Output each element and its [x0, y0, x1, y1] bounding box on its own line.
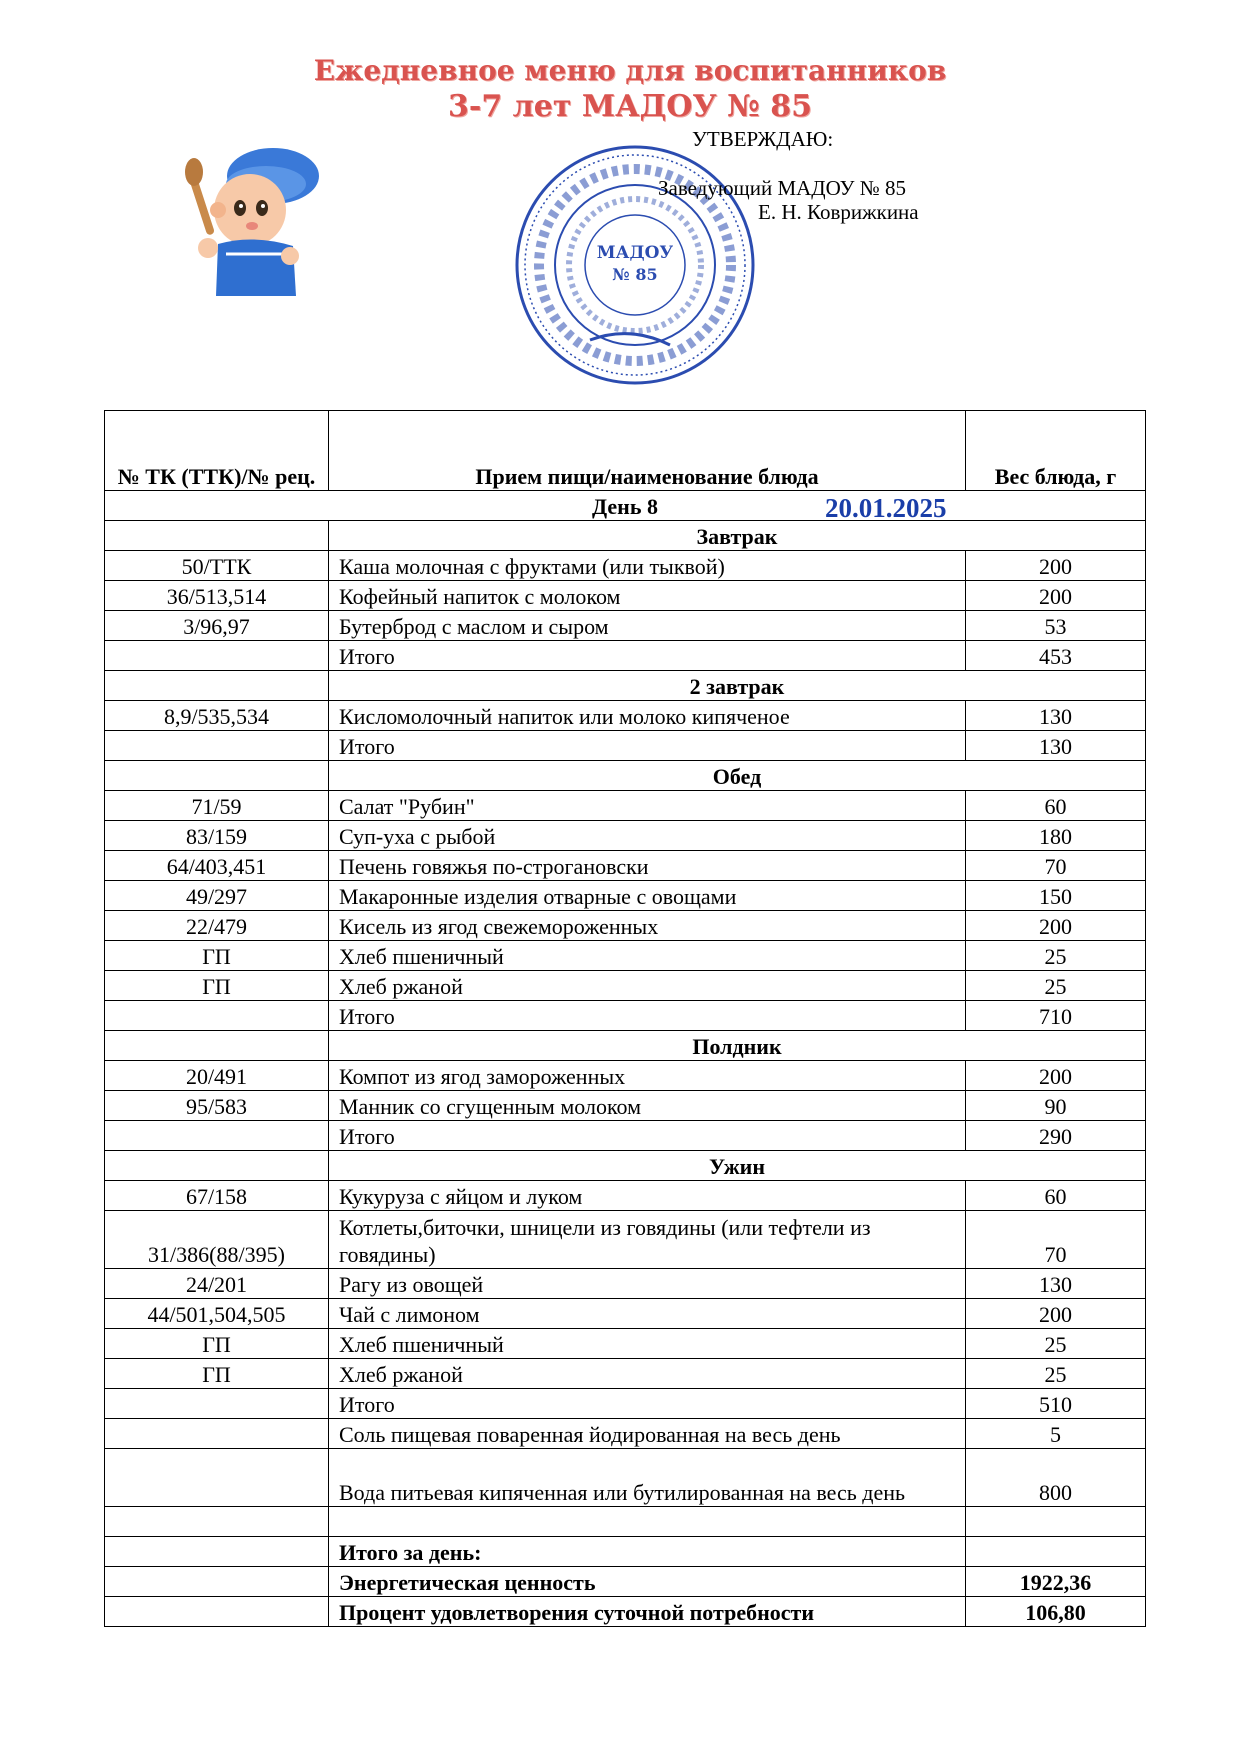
dish-weight-cell: 60 [966, 1181, 1146, 1211]
dish-weight-cell: 90 [966, 1091, 1146, 1121]
table-row [105, 641, 1146, 671]
dish-name-cell [329, 1507, 966, 1537]
dish-weight-cell: 200 [966, 551, 1146, 581]
dish-weight-cell: 25 [966, 1359, 1146, 1389]
summary-value-cell: 106,80 [966, 1597, 1146, 1627]
table-row [105, 581, 1146, 611]
dish-weight-cell: 510 [966, 1389, 1146, 1419]
table-row [105, 611, 1146, 641]
section-name: Обед [329, 761, 1146, 791]
dish-name-cell: Хлеб пшеничный [329, 1329, 966, 1359]
section-name: Завтрак [329, 521, 1146, 551]
dish-weight-cell: 180 [966, 821, 1146, 851]
summary-value-cell [966, 1537, 1146, 1567]
recipe-code-cell: ГП [105, 1329, 329, 1359]
dish-name-cell: Итого [329, 1389, 966, 1419]
dish-weight-cell: 200 [966, 1299, 1146, 1329]
dish-weight-cell: 150 [966, 881, 1146, 911]
dish-name-cell: Хлеб ржаной [329, 971, 966, 1001]
table-row [105, 1299, 1146, 1329]
recipe-code-cell: 24/201 [105, 1269, 329, 1299]
day-row [105, 491, 1146, 521]
recipe-code-cell [105, 1507, 329, 1537]
director-name: Е. Н. Коврижкина [758, 200, 919, 224]
dish-name-cell: Рагу из овощей [329, 1269, 966, 1299]
recipe-code-cell [105, 1419, 329, 1449]
dish-name-cell: Каша молочная с фруктами (или тыквой) [329, 551, 966, 581]
dish-weight-cell: 200 [966, 581, 1146, 611]
dish-weight-cell: 453 [966, 641, 1146, 671]
dish-weight-cell [966, 1507, 1146, 1537]
dish-name-cell: Кисломолочный напиток или молоко кипяченое [329, 701, 966, 731]
recipe-code-cell: 22/479 [105, 911, 329, 941]
chef-child-illustration [178, 136, 338, 296]
recipe-code-cell: 50/ТТК [105, 551, 329, 581]
summary-row [105, 1597, 1146, 1627]
table-row [105, 1181, 1146, 1211]
section-code-cell [105, 1031, 329, 1061]
section-name: Полдник [329, 1031, 1146, 1061]
dish-weight-cell: 70 [966, 851, 1146, 881]
table-row [105, 881, 1146, 911]
director-title: Заведующий МАДОУ № 85 [658, 176, 907, 200]
dish-weight-cell: 710 [966, 1001, 1146, 1031]
dish-weight-cell: 290 [966, 1121, 1146, 1151]
dish-weight-cell: 60 [966, 791, 1146, 821]
recipe-code-cell: ГП [105, 971, 329, 1001]
dish-weight-cell: 70 [966, 1211, 1146, 1269]
dish-name-cell: Итого [329, 731, 966, 761]
section-code-cell [105, 761, 329, 791]
day-label: День 8 [592, 494, 658, 519]
dish-name-cell: Вода питьевая кипяченная или бутилированная на весь день [329, 1449, 966, 1507]
date-stamp: 20.01.2025 [825, 493, 947, 521]
dish-weight-cell: 25 [966, 1329, 1146, 1359]
dish-name-cell: Суп-уха с рыбой [329, 821, 966, 851]
recipe-code-cell: 3/96,97 [105, 611, 329, 641]
section-row [105, 761, 1146, 791]
day-cell [105, 491, 1146, 521]
dish-weight-cell: 130 [966, 731, 1146, 761]
summary-label-cell: Итого за день: [329, 1537, 966, 1567]
summary-code-cell [105, 1567, 329, 1597]
dish-weight-cell: 25 [966, 971, 1146, 1001]
summary-row [105, 1567, 1146, 1597]
table-row [105, 821, 1146, 851]
section-name: Ужин [329, 1151, 1146, 1181]
dish-weight-cell: 800 [966, 1449, 1146, 1507]
table-header-row [105, 411, 1146, 491]
summary-label-cell: Энергетическая ценность [329, 1567, 966, 1597]
dish-weight-cell: 53 [966, 611, 1146, 641]
table-row [105, 551, 1146, 581]
recipe-code-cell: ГП [105, 1359, 329, 1389]
menu-table [104, 410, 1146, 1627]
dish-name-cell: Итого [329, 1001, 966, 1031]
recipe-code-cell: 44/501,504,505 [105, 1299, 329, 1329]
header-name-cell: Прием пищи/наименование блюда [329, 411, 966, 491]
menu-title-line1: Ежедневное меню для воспитанников [313, 54, 947, 87]
dish-name-cell: Итого [329, 641, 966, 671]
table-row [105, 1061, 1146, 1091]
dish-name-cell: Макаронные изделия отварные с овощами [329, 881, 966, 911]
dish-name-cell: Манник со сгущенным молоком [329, 1091, 966, 1121]
section-code-cell [105, 671, 329, 701]
table-row [105, 1359, 1146, 1389]
stamp-center-label: МАДОУ [596, 243, 674, 263]
table-row [105, 1091, 1146, 1121]
recipe-code-cell: 83/159 [105, 821, 329, 851]
recipe-code-cell: 64/403,451 [105, 851, 329, 881]
table-row [105, 1001, 1146, 1031]
section-row [105, 671, 1146, 701]
recipe-code-cell: 49/297 [105, 881, 329, 911]
dish-weight-cell: 200 [966, 911, 1146, 941]
recipe-code-cell: 71/59 [105, 791, 329, 821]
section-name: 2 завтрак [329, 671, 1146, 701]
dish-name-cell: Итого [329, 1121, 966, 1151]
section-row [105, 1151, 1146, 1181]
section-code-cell [105, 521, 329, 551]
dish-name-cell: Чай с лимоном [329, 1299, 966, 1329]
dish-name-cell: Котлеты,биточки, шницели из говядины (или тефтели из говядины) [329, 1211, 966, 1269]
dish-name-cell: Кисель из ягод свежемороженных [329, 911, 966, 941]
recipe-code-cell: 31/386(88/395) [105, 1211, 329, 1269]
dish-name-cell: Кукуруза с яйцом и луком [329, 1181, 966, 1211]
table-row [105, 1121, 1146, 1151]
dish-name-cell: Салат "Рубин" [329, 791, 966, 821]
recipe-code-cell: ГП [105, 941, 329, 971]
table-row [105, 941, 1146, 971]
table-row [105, 1329, 1146, 1359]
dish-weight-cell: 130 [966, 701, 1146, 731]
dish-name-cell: Печень говяжья по-строгановски [329, 851, 966, 881]
recipe-code-cell: 36/513,514 [105, 581, 329, 611]
summary-row [105, 1537, 1146, 1567]
recipe-code-cell: 20/491 [105, 1061, 329, 1091]
recipe-code-cell: 67/158 [105, 1181, 329, 1211]
table-row [105, 1419, 1146, 1449]
dish-name-cell: Соль пищевая поваренная йодированная на весь день [329, 1419, 966, 1449]
section-row [105, 1031, 1146, 1061]
table-row [105, 1211, 1146, 1269]
table-row [105, 1389, 1146, 1419]
recipe-code-cell: 8,9/535,534 [105, 701, 329, 731]
recipe-code-cell: 95/583 [105, 1091, 329, 1121]
menu-title-line2: 3-7 лет МАДОУ № 85 [448, 89, 812, 124]
section-row [105, 521, 1146, 551]
dish-name-cell: Компот из ягод замороженных [329, 1061, 966, 1091]
table-row [105, 1269, 1146, 1299]
table-row [105, 971, 1146, 1001]
summary-code-cell [105, 1597, 329, 1627]
stamp-number-label: № 85 [612, 265, 658, 284]
dish-weight-cell: 5 [966, 1419, 1146, 1449]
dish-name-cell: Бутерброд с маслом и сыром [329, 611, 966, 641]
header-weight-cell: Вес блюда, г [966, 411, 1146, 491]
table-row [105, 1449, 1146, 1507]
dish-name-cell: Хлеб пшеничный [329, 941, 966, 971]
summary-label-cell: Процент удовлетворения суточной потребности [329, 1597, 966, 1627]
header-code-cell: № ТК (ТТК)/№ рец. [105, 411, 329, 491]
recipe-code-cell [105, 1001, 329, 1031]
recipe-code-cell [105, 641, 329, 671]
summary-value-cell: 1922,36 [966, 1567, 1146, 1597]
dish-weight-cell: 130 [966, 1269, 1146, 1299]
dish-weight-cell: 200 [966, 1061, 1146, 1091]
table-row [105, 1507, 1146, 1537]
recipe-code-cell [105, 731, 329, 761]
recipe-code-cell [105, 1389, 329, 1419]
recipe-code-cell [105, 1121, 329, 1151]
recipe-code-cell [105, 1449, 329, 1507]
dish-name-cell: Хлеб ржаной [329, 1359, 966, 1389]
table-row [105, 701, 1146, 731]
summary-code-cell [105, 1537, 329, 1567]
dish-name-cell: Кофейный напиток с молоком [329, 581, 966, 611]
table-row [105, 851, 1146, 881]
table-row [105, 731, 1146, 761]
approve-label: УТВЕРЖДАЮ: [692, 127, 834, 151]
table-row [105, 911, 1146, 941]
table-row [105, 791, 1146, 821]
dish-weight-cell: 25 [966, 941, 1146, 971]
section-code-cell [105, 1151, 329, 1181]
